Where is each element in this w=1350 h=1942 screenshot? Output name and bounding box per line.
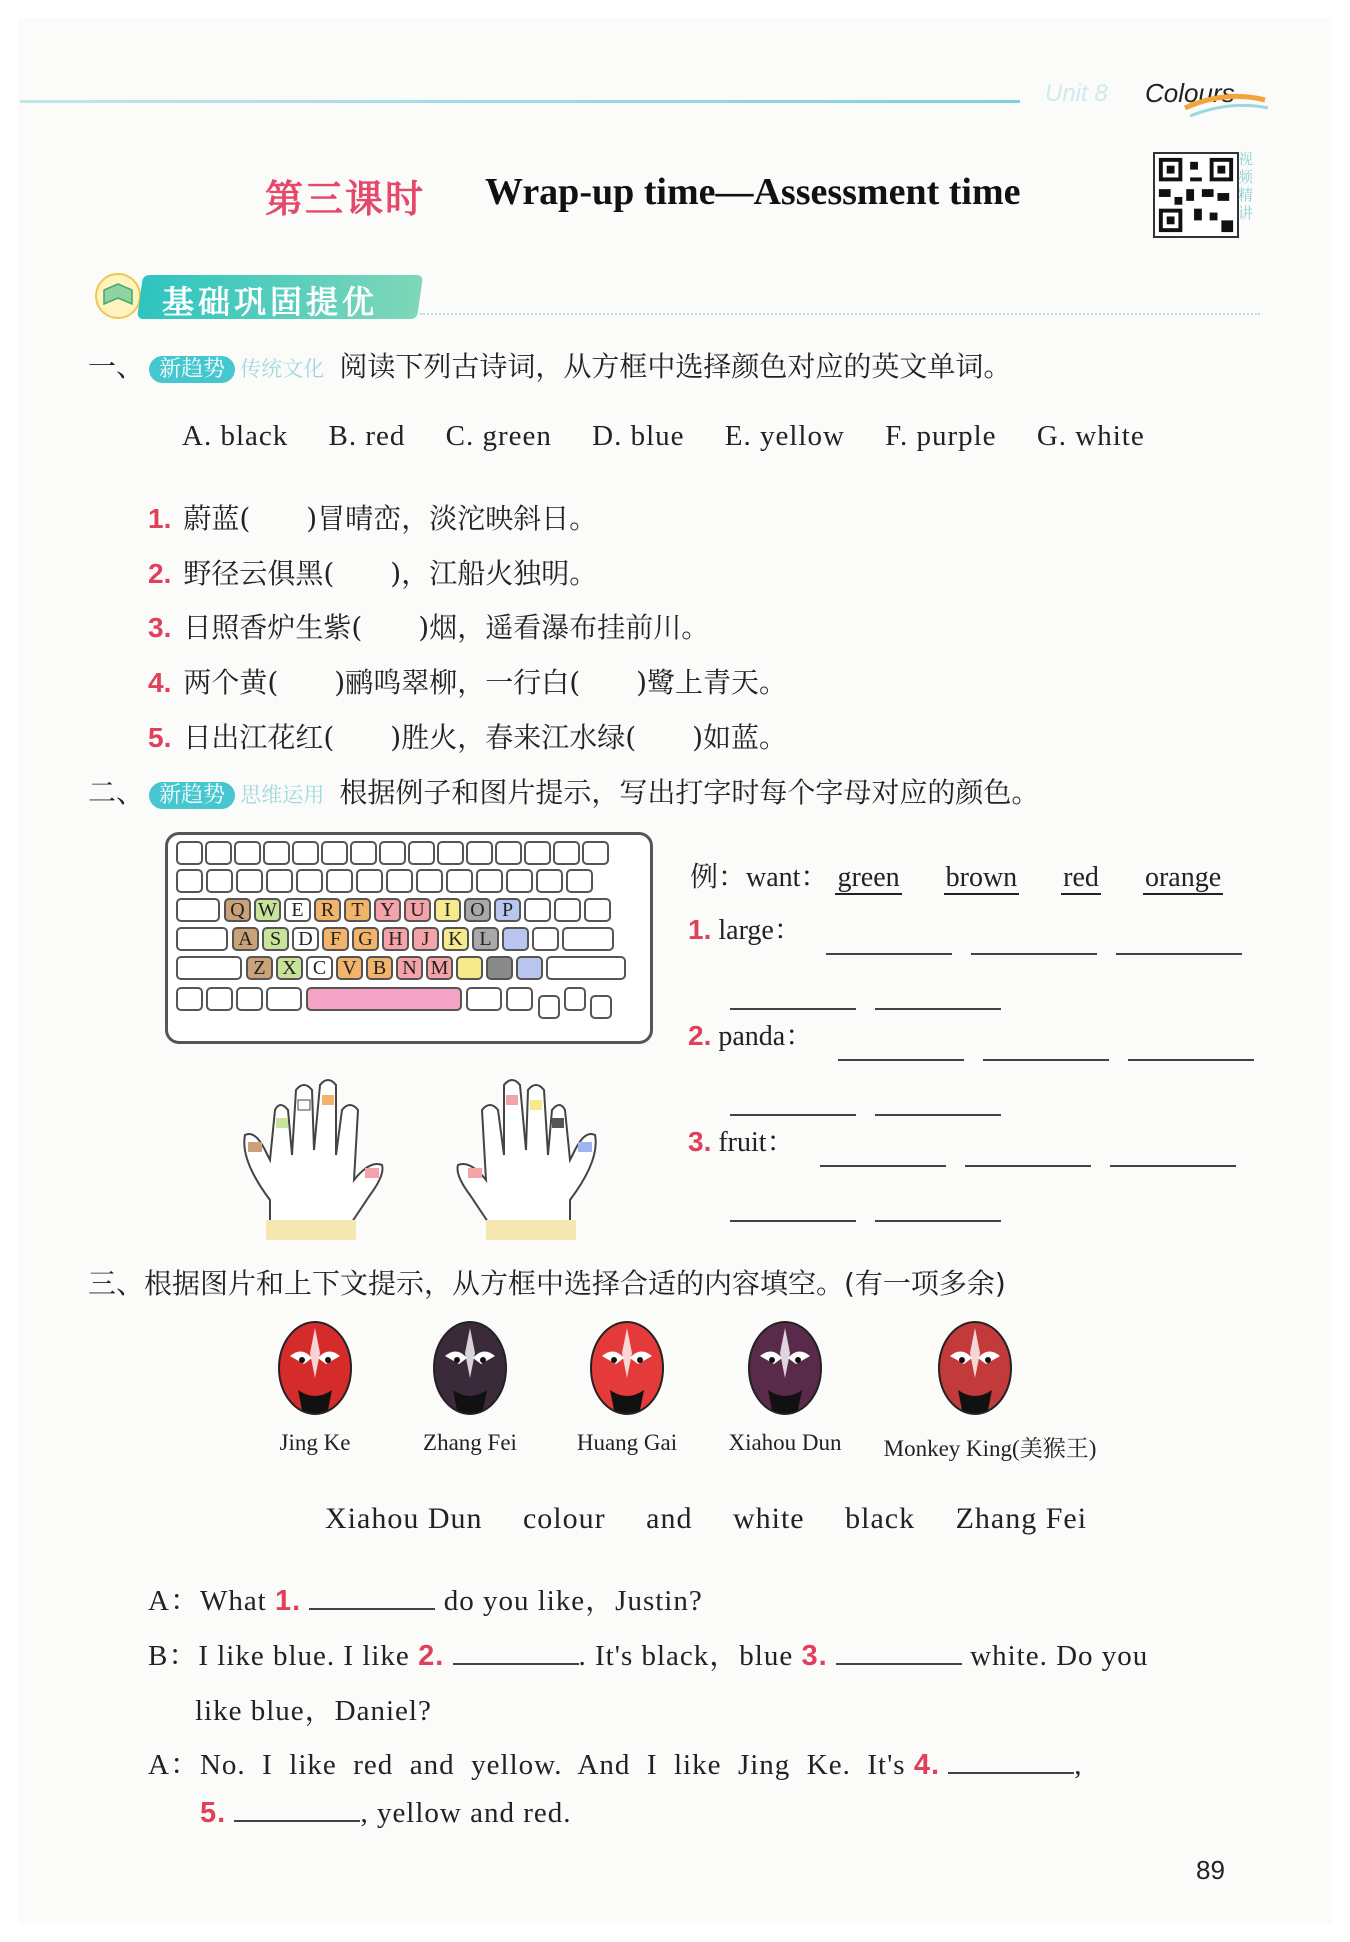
answer-blanks-row bbox=[826, 940, 1242, 959]
answer-blank[interactable] bbox=[234, 1816, 360, 1822]
answer-blank[interactable] bbox=[875, 1216, 1001, 1222]
answer-blanks-row bbox=[730, 995, 1001, 1014]
keyboard-key: N bbox=[396, 956, 423, 980]
option: E. yellow bbox=[724, 420, 845, 452]
keyboard-key-blank bbox=[536, 869, 563, 893]
page-number: 89 bbox=[1196, 1855, 1225, 1885]
keyboard-key-blank bbox=[176, 987, 203, 1011]
answer-blank[interactable] bbox=[836, 1659, 962, 1665]
dialogue-text: A：What bbox=[148, 1585, 267, 1617]
keyboard-key-blank bbox=[502, 927, 529, 951]
keyboard-key-blank bbox=[466, 987, 502, 1011]
typing-item bbox=[688, 1014, 813, 1054]
answer-blanks-row bbox=[730, 1101, 1001, 1120]
blank-number: 2. bbox=[418, 1640, 445, 1672]
section1-tag2: 传统文化 bbox=[240, 357, 325, 381]
option: C. green bbox=[445, 420, 552, 452]
keyboard-key-blank bbox=[350, 841, 377, 865]
color-options bbox=[182, 420, 1262, 453]
keyboard-key-blank bbox=[532, 927, 559, 951]
keyboard-key-blank bbox=[554, 898, 581, 922]
swoosh-decoration bbox=[1180, 90, 1270, 120]
item-number: 4. bbox=[148, 667, 172, 698]
word-option: Xiahou Dun bbox=[325, 1502, 483, 1535]
mask-label: Jing Ke bbox=[279, 1430, 351, 1455]
dialogue-line-1 bbox=[148, 1578, 703, 1619]
answer-blank[interactable] bbox=[730, 1216, 856, 1222]
answer-blanks-row bbox=[730, 1207, 1001, 1226]
keyboard-key-blank bbox=[266, 987, 302, 1011]
keyboard-key-blank bbox=[546, 956, 626, 980]
blank-number: 5. bbox=[200, 1797, 227, 1829]
item-number: 1. bbox=[148, 503, 172, 534]
section2-tag: 新趋势 bbox=[149, 782, 235, 809]
section2-number: 二、 bbox=[88, 776, 145, 809]
keyboard-key-blank bbox=[590, 995, 612, 1019]
dialogue-text: B：I like blue. I like bbox=[148, 1640, 410, 1672]
section2-instruction: 根据例子和图片提示，写出打字时每个字母对应的颜色。 bbox=[339, 776, 1040, 809]
example-word: brown bbox=[945, 862, 1018, 893]
item-word: panda： bbox=[718, 1021, 814, 1052]
blank-number: 4. bbox=[913, 1749, 941, 1781]
mask-label: Zhang Fei bbox=[423, 1430, 517, 1455]
example-word: orange bbox=[1144, 862, 1222, 893]
answer-blanks-row bbox=[838, 1046, 1254, 1065]
word-option: black bbox=[845, 1502, 916, 1535]
keyboard-key: F bbox=[322, 927, 349, 951]
keyboard-key: D bbox=[292, 927, 319, 951]
keyboard-illustration bbox=[165, 832, 653, 1044]
keyboard-key: C bbox=[306, 956, 333, 980]
header-rule bbox=[20, 100, 1020, 103]
answer-blank[interactable] bbox=[1116, 949, 1242, 955]
keyboard-key-blank bbox=[564, 987, 586, 1011]
keyboard-key-blank bbox=[562, 927, 614, 951]
keyboard-key: R bbox=[314, 898, 341, 922]
mask-label: Monkey King(美猴王) bbox=[883, 1436, 1097, 1461]
answer-blank[interactable] bbox=[875, 1110, 1001, 1116]
poem-item bbox=[148, 606, 709, 646]
opera-mask-icon bbox=[425, 1318, 515, 1418]
answer-blanks-row bbox=[820, 1152, 1236, 1171]
keyboard-key-blank bbox=[466, 841, 493, 865]
item-number: 3. bbox=[148, 612, 172, 643]
poem-item bbox=[148, 716, 787, 756]
section-banner: 基础巩固提优 bbox=[162, 283, 379, 321]
typing-item bbox=[688, 908, 802, 948]
word-option: Zhang Fei bbox=[955, 1502, 1088, 1535]
answer-blank[interactable] bbox=[1128, 1055, 1254, 1061]
section3-instruction: 三、根据图片和上下文提示，从方框中选择合适的内容填空。(有一项多余) bbox=[88, 1267, 1006, 1300]
item-number: 2. bbox=[148, 558, 172, 589]
keyboard-key: I bbox=[434, 898, 461, 922]
qr-code-icon[interactable] bbox=[1153, 152, 1239, 238]
keyboard-key-blank bbox=[582, 841, 609, 865]
keyboard-key: M bbox=[426, 956, 453, 980]
keyboard-key-blank bbox=[486, 956, 513, 980]
hands-illustration bbox=[230, 1050, 610, 1240]
keyboard-key-blank bbox=[206, 987, 233, 1011]
dialogue-line-2 bbox=[148, 1633, 1148, 1674]
keyboard-key-blank bbox=[386, 869, 413, 893]
blank-number: 1. bbox=[275, 1585, 302, 1617]
keyboard-key-blank bbox=[538, 995, 560, 1019]
keyboard-key-blank bbox=[446, 869, 473, 893]
keyboard-key-blank bbox=[266, 869, 293, 893]
answer-blank[interactable] bbox=[971, 949, 1097, 955]
dialogue-text: , yellow and red. bbox=[360, 1797, 572, 1829]
answer-blank[interactable] bbox=[838, 1055, 964, 1061]
item-word: large： bbox=[718, 915, 802, 946]
keyboard-key-blank bbox=[584, 898, 611, 922]
keyboard-key-blank bbox=[292, 841, 319, 865]
mask-label: Huang Gai bbox=[576, 1430, 678, 1455]
opera-mask-icon bbox=[582, 1318, 672, 1418]
keyboard-key: E bbox=[284, 898, 311, 922]
keyboard-key-blank bbox=[524, 898, 551, 922]
keyboard-key-blank bbox=[236, 869, 263, 893]
word-option: colour bbox=[522, 1502, 606, 1535]
item-word: fruit： bbox=[718, 1127, 795, 1158]
qr-side-label: 视频精讲 bbox=[1238, 150, 1254, 222]
option: G. white bbox=[1036, 420, 1145, 452]
keyboard-key-blank bbox=[408, 841, 435, 865]
answer-blank[interactable] bbox=[948, 1768, 1074, 1774]
option: D. blue bbox=[592, 420, 685, 452]
answer-blank[interactable] bbox=[983, 1055, 1109, 1061]
poem-item bbox=[148, 661, 787, 701]
keyboard-key-blank bbox=[263, 841, 290, 865]
keyboard-key-blank bbox=[416, 869, 443, 893]
keyboard-key-blank bbox=[176, 956, 242, 980]
keyboard-key-blank bbox=[476, 869, 503, 893]
blank-number: 3. bbox=[801, 1640, 828, 1672]
keyboard-key-blank bbox=[306, 987, 462, 1011]
keyboard-key: Q bbox=[224, 898, 251, 922]
poem-item bbox=[148, 552, 597, 592]
answer-blank[interactable] bbox=[453, 1659, 579, 1665]
item-number: 3. bbox=[688, 1126, 712, 1157]
poem-item bbox=[148, 497, 597, 537]
lesson-title-cn: 第三课时 bbox=[265, 176, 426, 221]
dialogue-line-4 bbox=[148, 1742, 1083, 1783]
keyboard-key: J bbox=[412, 927, 439, 951]
keyboard-key: V bbox=[336, 956, 363, 980]
answer-blank[interactable] bbox=[875, 1004, 1001, 1010]
opera-mask-icon bbox=[930, 1318, 1020, 1418]
book-sun-icon bbox=[92, 270, 144, 322]
keyboard-key-blank bbox=[456, 956, 483, 980]
mask-label: Xiahou Dun bbox=[728, 1430, 842, 1455]
keyboard-key-blank bbox=[566, 869, 593, 893]
keyboard-key-blank bbox=[379, 841, 406, 865]
option: F. purple bbox=[885, 420, 997, 452]
opera-mask-icon bbox=[270, 1318, 360, 1418]
example-label: 例：want： bbox=[690, 862, 829, 893]
answer-blank[interactable] bbox=[309, 1604, 435, 1610]
keyboard-key-blank bbox=[236, 987, 263, 1011]
keyboard-key: B bbox=[366, 956, 393, 980]
keyboard-key-blank bbox=[524, 841, 551, 865]
answer-blank[interactable] bbox=[965, 1161, 1091, 1167]
keyboard-key-blank bbox=[495, 841, 522, 865]
answer-blank[interactable] bbox=[730, 1004, 856, 1010]
keyboard-key: Z bbox=[246, 956, 273, 980]
poem-line: 日出江花红( )胜火，春来江水绿( )如蓝。 bbox=[183, 721, 788, 754]
item-number: 2. bbox=[688, 1020, 712, 1051]
unit-label: Unit 8 bbox=[1045, 80, 1108, 107]
poem-line: 两个黄( )鹂鸣翠柳，一行白( )鹭上青天。 bbox=[183, 666, 788, 699]
keyboard-key: K bbox=[442, 927, 469, 951]
poem-line: 野径云俱黑( )，江船火独明。 bbox=[183, 557, 598, 590]
example-word: red bbox=[1063, 862, 1099, 893]
keyboard-key: P bbox=[494, 898, 521, 922]
dialogue-line-5 bbox=[200, 1797, 572, 1830]
keyboard-key: O bbox=[464, 898, 491, 922]
section2-tag2: 思维运用 bbox=[240, 783, 325, 807]
poem-line: 日照香炉生紫( )烟，遥看瀑布挂前川。 bbox=[183, 611, 710, 644]
answer-blank[interactable] bbox=[826, 949, 952, 955]
section1-instruction: 阅读下列古诗词，从方框中选择颜色对应的英文单词。 bbox=[339, 350, 1012, 383]
section1-tag: 新趋势 bbox=[149, 356, 235, 383]
keyboard-key: G bbox=[352, 927, 379, 951]
option: B. red bbox=[328, 420, 406, 452]
example-line bbox=[690, 855, 1223, 895]
section1-heading bbox=[88, 345, 1011, 385]
word-option: and bbox=[646, 1502, 693, 1535]
keyboard-key-blank bbox=[356, 869, 383, 893]
word-option: white bbox=[732, 1502, 805, 1535]
keyboard-key: H bbox=[382, 927, 409, 951]
typing-item bbox=[688, 1120, 795, 1160]
section1-number: 一、 bbox=[88, 350, 145, 383]
banner-dotted-line bbox=[420, 313, 1260, 315]
dialogue-text: A：No. I like red and yellow. And I like Jing Ke. It's bbox=[148, 1749, 906, 1781]
lesson-title-en: Wrap-up time—Assessment time bbox=[485, 171, 1021, 213]
keyboard-key: X bbox=[276, 956, 303, 980]
keyboard-key-blank bbox=[296, 869, 323, 893]
keyboard-key-blank bbox=[176, 869, 203, 893]
keyboard-key-blank bbox=[205, 841, 232, 865]
item-number: 5. bbox=[148, 722, 172, 753]
keyboard-key-blank bbox=[516, 956, 543, 980]
keyboard-key: S bbox=[262, 927, 289, 951]
opera-mask-icon bbox=[740, 1318, 830, 1418]
dialogue-text: . It's black，blue bbox=[578, 1640, 794, 1672]
keyboard-key-blank bbox=[506, 987, 533, 1011]
word-box bbox=[325, 1502, 1087, 1536]
keyboard-key-blank bbox=[326, 869, 353, 893]
keyboard-key: Y bbox=[374, 898, 401, 922]
keyboard-key: L bbox=[472, 927, 499, 951]
option: A. black bbox=[182, 420, 289, 452]
example-word: green bbox=[837, 862, 900, 893]
keyboard-key-blank bbox=[176, 898, 220, 922]
keyboard-key-blank bbox=[176, 841, 203, 865]
keyboard-key: A bbox=[232, 927, 259, 951]
opera-masks-row bbox=[270, 1318, 1170, 1461]
poem-line: 蔚蓝( )冒晴峦，淡沱映斜日。 bbox=[183, 502, 598, 535]
keyboard-key-blank bbox=[506, 869, 533, 893]
keyboard-key-blank bbox=[206, 869, 233, 893]
keyboard-key: T bbox=[344, 898, 371, 922]
answer-blank[interactable] bbox=[730, 1110, 856, 1116]
answer-blank[interactable] bbox=[820, 1161, 946, 1167]
dialogue-text: white. Do you bbox=[970, 1640, 1149, 1672]
keyboard-key-blank bbox=[321, 841, 348, 865]
dialogue-text: , bbox=[1074, 1749, 1083, 1781]
keyboard-key: U bbox=[404, 898, 431, 922]
dialogue-text: do you like，Justin? bbox=[443, 1585, 703, 1617]
keyboard-key-blank bbox=[553, 841, 580, 865]
keyboard-key: W bbox=[254, 898, 281, 922]
keyboard-key-blank bbox=[437, 841, 464, 865]
dialogue-line-3: like blue，Daniel? bbox=[195, 1695, 432, 1727]
item-number: 1. bbox=[688, 914, 712, 945]
answer-blank[interactable] bbox=[1110, 1161, 1236, 1167]
section2-heading bbox=[88, 771, 1039, 811]
unit-title: Colours bbox=[1145, 78, 1235, 108]
keyboard-key-blank bbox=[176, 927, 228, 951]
keyboard-key-blank bbox=[234, 841, 261, 865]
